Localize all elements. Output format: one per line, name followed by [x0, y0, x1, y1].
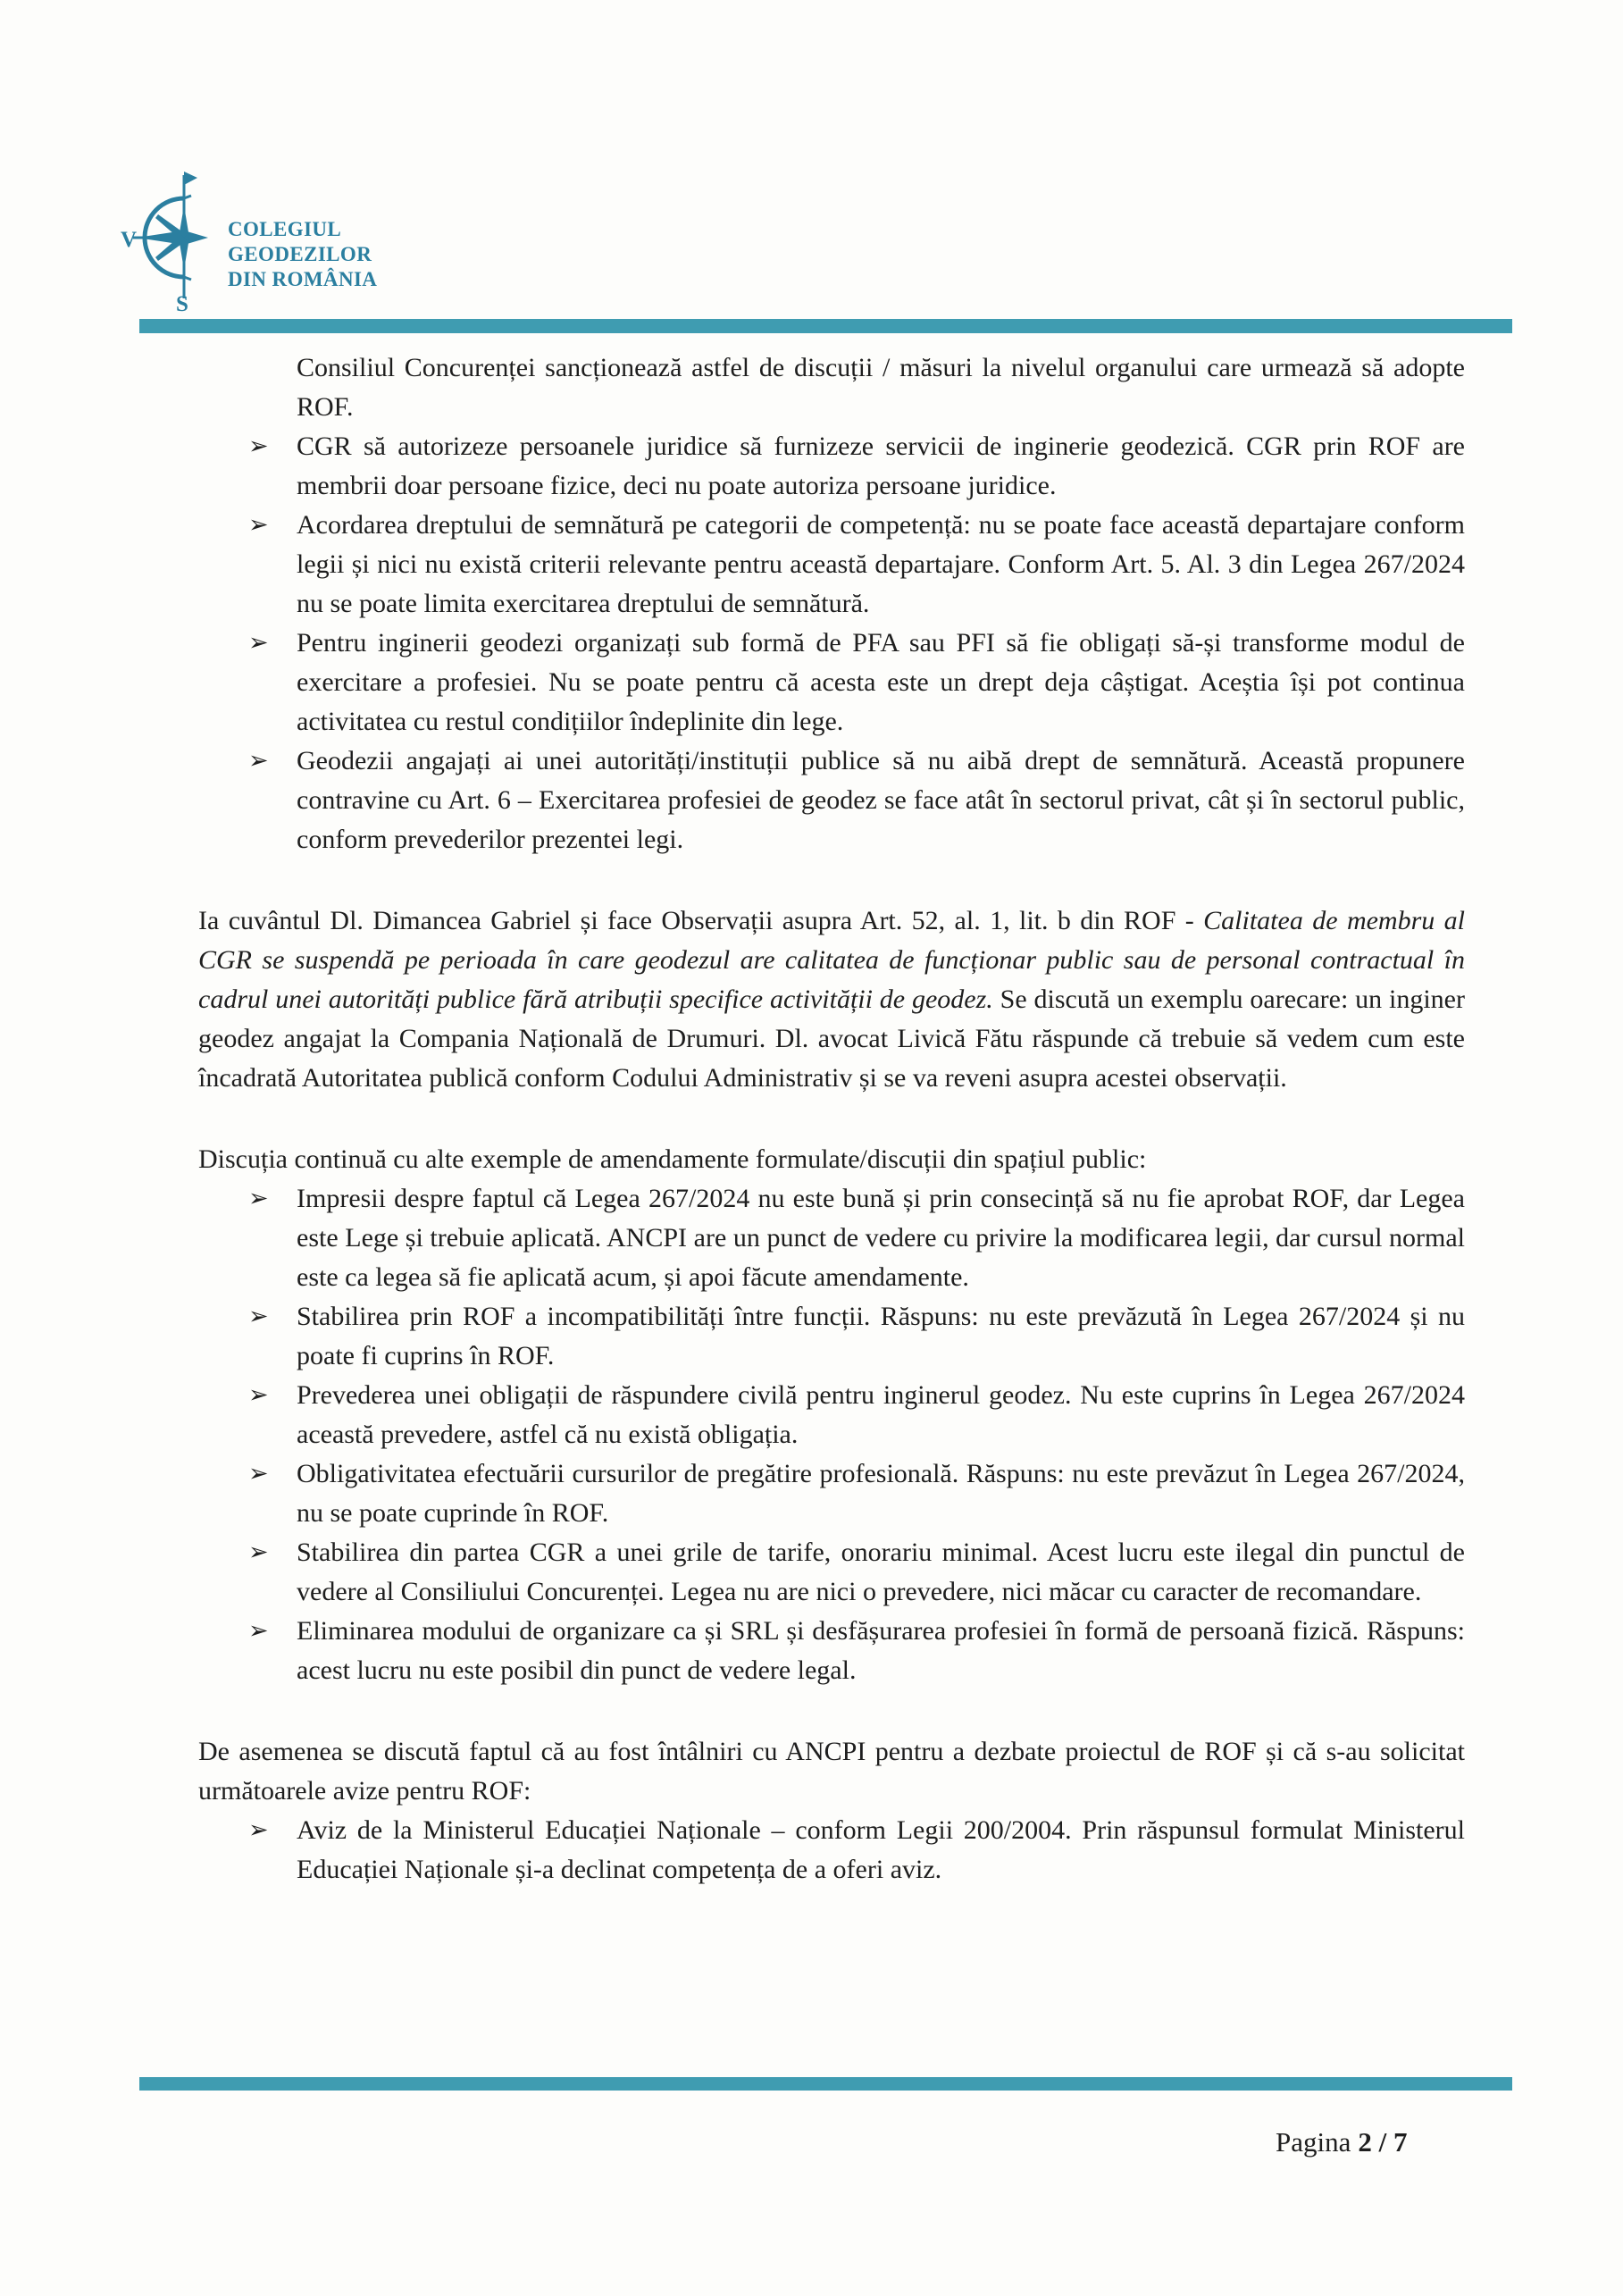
- list-item-text: Eliminarea modului de organizare ca și SRL și desfășurarea profesiei în formă de persoană fizică. Răspuns: acest lucru nu este posibil din punct de vedere legal.: [297, 1616, 1465, 1685]
- paragraph-dimancea: [198, 901, 1465, 1098]
- bullet-list-avize: [198, 1811, 1465, 1890]
- list-item-text: Pentru inginerii geodezi organizați sub formă de PFA sau PFI să fie obligați să-și transforme modul de exercitare a profesiei. Nu se poate pentru că acesta este un drept deja câștigat. Aceștia își pot continua activitatea cu restul condițiilor îndeplinite din lege.: [297, 628, 1465, 736]
- paragraph-intro-continuation: Consiliul Concurenței sancționează astfel de discuții / măsuri la nivelul organului care urmează să adopte ROF.: [297, 353, 1465, 422]
- list-item: [198, 1533, 1465, 1612]
- list-item-text: Impresii despre faptul că Legea 267/2024 nu este bună și prin consecință să nu fie aprobat ROF, dar Legea este Lege și trebuie aplicată. ANCPI are un punct de vedere cu privire la modificarea legii, dar cursul normal este ca legea să fie aplicată acum, și apoi făcute amendamente.: [297, 1184, 1465, 1292]
- list-item: [198, 427, 1465, 506]
- paragraph-dimancea-lead: Ia cuvântul Dl. Dimancea Gabriel și face Observații asupra Art. 52, al. 1, lit. b din ROF -: [198, 906, 1204, 935]
- south-label: S: [176, 292, 188, 313]
- bullet-arrow-icon: ➢: [248, 1381, 269, 1409]
- bullet-arrow-icon: ➢: [248, 432, 269, 460]
- list-item: [198, 1376, 1465, 1454]
- list-item-text: Acordarea dreptului de semnătură pe categorii de competență: nu se poate face această departajare conform legii și nici nu există criterii relevante pentru această departajare. Conform Art. 5. Al. 3 din Legea 267/2024 nu se poate limita exercitarea dreptului de semnătură.: [297, 510, 1465, 618]
- bullet-arrow-icon: ➢: [248, 1617, 269, 1645]
- logo-wordmark: [228, 217, 377, 292]
- list-item: [198, 1454, 1465, 1533]
- page-number-value: 2 / 7: [1358, 2126, 1408, 2158]
- bullet-arrow-icon: ➢: [248, 1303, 269, 1330]
- paragraph-discutia: Discuția continuă cu alte exemple de amendamente formulate/discuții din spațiul public:: [198, 1144, 1147, 1174]
- logo-line-1: COLEGIUL: [228, 218, 342, 240]
- bullet-arrow-icon: ➢: [248, 1460, 269, 1487]
- list-item: [198, 1612, 1465, 1690]
- bullet-arrow-icon: ➢: [248, 629, 269, 657]
- organization-logo: [119, 166, 377, 313]
- paragraph-dimancea-quote: Calitatea de membru al CGR se suspendă pe perioada în care geodezul are calitatea de funcționar public sau de personal contractual în cadrul unei autorități publice fără atribuții specifice activității de geodez.: [198, 906, 1465, 1014]
- logo-line-2: GEODEZILOR: [228, 243, 372, 265]
- list-item-text: Stabilirea din partea CGR a unei grile de tarife, onorariu minimal. Acest lucru este ilegal din punctul de vedere al Consiliului Concurenței. Legea nu are nici o prevedere, nici măcar cu caracter de recomandare.: [297, 1538, 1465, 1606]
- list-item: [198, 1179, 1465, 1297]
- bullet-arrow-icon: ➢: [248, 1185, 269, 1212]
- bullet-arrow-icon: ➢: [248, 1538, 269, 1566]
- west-label: V: [121, 228, 138, 252]
- bullet-arrow-icon: ➢: [248, 1816, 269, 1844]
- page-number: [1276, 2126, 1408, 2158]
- list-item-text: Prevederea unei obligații de răspundere civilă pentru inginerul geodez. Nu este cuprins în Legea 267/2024 această prevedere, astfel că nu există obligația.: [297, 1380, 1465, 1449]
- paragraph-deasemenea: De asemenea se discută faptul că au fost întâlniri cu ANCPI pentru a dezbate proiectul de ROF și că s-au solicitat următoarele avize pentru ROF:: [198, 1737, 1465, 1806]
- document-body: [198, 348, 1465, 1890]
- list-item: [198, 742, 1465, 859]
- page-number-label: Pagina: [1276, 2126, 1351, 2158]
- bullet-arrow-icon: ➢: [248, 747, 269, 775]
- bullet-list-amendments-1: [198, 427, 1465, 859]
- paragraph-dimancea-tail: Se discută un exemplu oarecare: un inginer geodez angajat la Compania Națională de Drumuri. Dl. avocat Livică Fătu răspunde că trebuie să vedem cum este încadrată Autoritatea publică conform Codului Administrativ și se va reveni asupra acestei observații.: [198, 985, 1465, 1093]
- list-item-text: Stabilirea prin ROF a incompatibilități între funcții. Răspuns: nu este prevăzută în Legea 267/2024 și nu poate fi cuprins în ROF.: [297, 1302, 1465, 1370]
- list-item-text: CGR să autorizeze persoanele juridice să furnizeze servicii de inginerie geodezică. CGR prin ROF are membrii doar persoane fizice, deci nu poate autoriza persoane juridice.: [297, 432, 1465, 500]
- list-item: [198, 506, 1465, 624]
- list-item-text: Obligativitatea efectuării cursurilor de pregătire profesională. Răspuns: nu este prevăzut în Legea 267/2024, nu se poate cuprinde în ROF.: [297, 1459, 1465, 1528]
- header-rule: [139, 319, 1512, 333]
- compass-rose-icon: [119, 166, 224, 313]
- footer-rule: [139, 2077, 1512, 2091]
- list-item: [198, 1811, 1465, 1890]
- list-item: [198, 624, 1465, 742]
- list-item-text: Geodezii angajați ai unei autorități/instituții publice să nu aibă drept de semnătură. Această propunere contravine cu Art. 6 – Exercitarea profesiei de geodez se face atât în sectorul privat, cât și în sectorul public, conform prevederilor prezentei legi.: [297, 746, 1465, 854]
- list-item-text: Aviz de la Ministerul Educației Naționale – conform Legii 200/2004. Prin răspunsul formulat Ministerul Educației Naționale și-a declinat competența de a oferi aviz.: [297, 1815, 1465, 1884]
- bullet-arrow-icon: ➢: [248, 511, 269, 539]
- list-item: [198, 1297, 1465, 1376]
- logo-line-3: DIN ROMÂNIA: [228, 268, 378, 290]
- bullet-list-amendments-2: [198, 1179, 1465, 1690]
